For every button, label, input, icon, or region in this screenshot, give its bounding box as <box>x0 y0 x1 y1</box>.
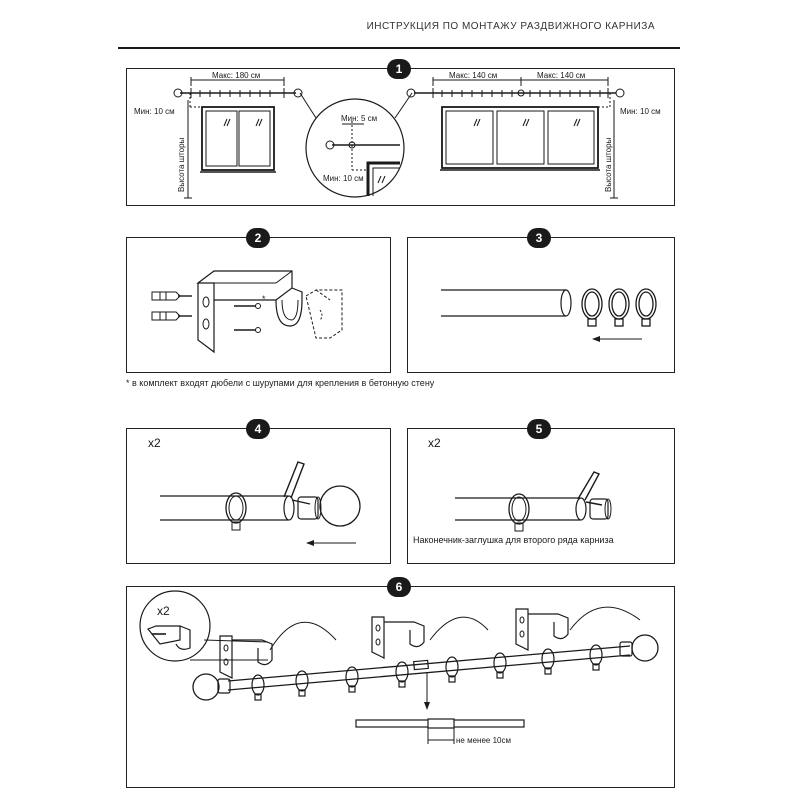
step1-max-right-a: Макс: 140 см <box>449 71 498 80</box>
step1-detail-min-side: Мин: 10 см <box>323 174 364 183</box>
step5-multiplier: x2 <box>428 436 441 450</box>
step1-min-left: Мин: 10 см <box>134 107 175 116</box>
step1-max-left: Макс: 180 см <box>212 71 261 80</box>
step5-caption: Наконечник-заглушка для второго ряда карниза <box>413 535 614 545</box>
step1-max-right-b: Макс: 140 см <box>537 71 586 80</box>
step-2-number: 2 <box>246 228 270 248</box>
step-3-illustration <box>441 289 656 342</box>
step1-detail-min-top: Мин: 5 см <box>341 114 378 123</box>
step6-multiplier: x2 <box>157 604 170 618</box>
step-4-number: 4 <box>246 419 270 439</box>
step6-min-gap: не менее 10см <box>456 736 511 745</box>
step1-min-right: Мин: 10 см <box>620 107 661 116</box>
step-1-number: 1 <box>387 59 411 79</box>
step-6-illustration <box>140 591 658 745</box>
kit-note: * в комплект входят дюбели с шурупами для крепления в бетонную стену <box>126 378 435 388</box>
step4-multiplier: x2 <box>148 436 161 450</box>
step-5-number: 5 <box>527 419 551 439</box>
step-2-illustration <box>152 271 342 352</box>
step2-asterisk: * <box>262 294 266 304</box>
step-6-number: 6 <box>387 577 411 597</box>
step-3-number: 3 <box>527 228 551 248</box>
step-1-illustration <box>134 71 661 198</box>
step-5-illustration <box>413 436 614 545</box>
step-4-illustration <box>148 436 360 546</box>
document-title: ИНСТРУКЦИЯ ПО МОНТАЖУ РАЗДВИЖНОГО КАРНИЗА <box>366 21 655 32</box>
step1-height-right: Высота шторы <box>604 137 613 192</box>
step1-height-left: Высота шторы <box>177 137 186 192</box>
